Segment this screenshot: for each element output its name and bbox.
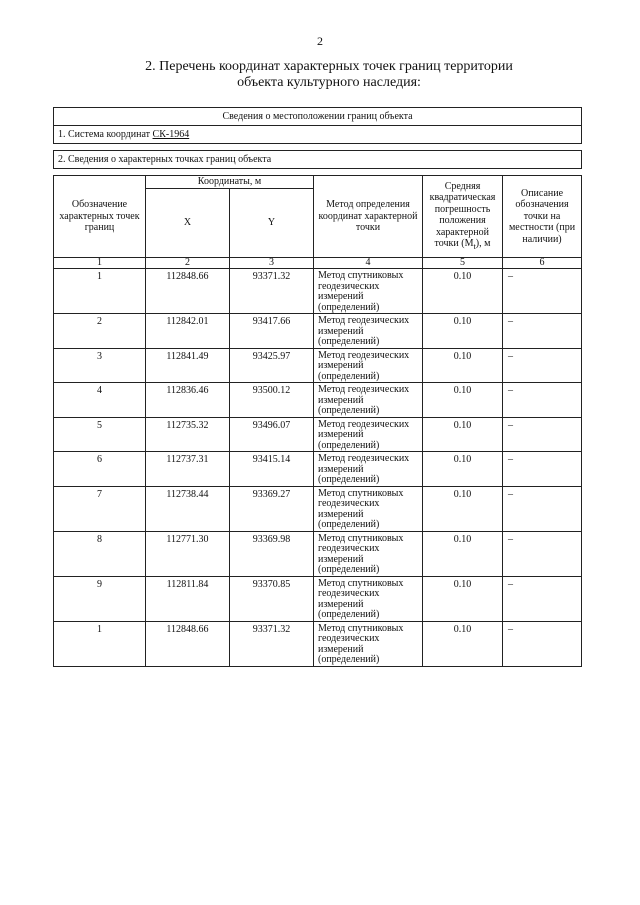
- method-cell: Метод спутниковых геодезических измерений (определений): [314, 621, 423, 666]
- method-cell: Метод геодезических измерений (определений): [314, 452, 423, 487]
- error-value: 0.10: [423, 417, 503, 452]
- point-id: 8: [54, 531, 146, 576]
- coord-x: 112848.66: [146, 621, 230, 666]
- table-row: [54, 383, 582, 418]
- point-id: 1: [54, 269, 146, 314]
- table-row: [54, 269, 582, 314]
- method-cell: Метод геодезических измерений (определений): [314, 314, 423, 349]
- table-row: [54, 621, 582, 666]
- coord-y: 93371.32: [230, 269, 314, 314]
- coord-x: 112738.44: [146, 486, 230, 531]
- error-value: 0.10: [423, 486, 503, 531]
- col-header-coordinates: Координаты, м: [146, 176, 314, 189]
- table-row: [54, 417, 582, 452]
- coord-y: 93496.07: [230, 417, 314, 452]
- error-value: 0.10: [423, 348, 503, 383]
- error-value: 0.10: [423, 314, 503, 349]
- title-line-1: 2. Перечень координат характерных точек границ территории: [145, 59, 513, 74]
- coordinate-system-code: СК-1964: [152, 129, 190, 140]
- coord-y: 93369.27: [230, 486, 314, 531]
- coord-y: 93369.98: [230, 531, 314, 576]
- col-header-description: Описание обозначения точки на местности (при наличии): [503, 176, 582, 258]
- coord-x: 112735.32: [146, 417, 230, 452]
- coord-x: 112737.31: [146, 452, 230, 487]
- point-id: 9: [54, 576, 146, 621]
- col-header-designation: Обозначение характерных точек границ: [54, 176, 146, 258]
- spacer-row: [54, 144, 582, 151]
- col-header-x: X: [146, 189, 230, 258]
- description-cell: –: [503, 348, 582, 383]
- coord-x: 112841.49: [146, 348, 230, 383]
- coord-y: 93417.66: [230, 314, 314, 349]
- coordinate-system-label: 1. Система координат: [58, 129, 151, 140]
- coord-x: 112771.30: [146, 531, 230, 576]
- description-cell: –: [503, 314, 582, 349]
- error-header-unit: ), м: [475, 238, 491, 249]
- table-row: [54, 576, 582, 621]
- description-cell: –: [503, 621, 582, 666]
- coordinates-table: [53, 107, 582, 667]
- table-row: [54, 314, 582, 349]
- points-info-label: 2. Сведения о характерных точках границ объекта: [54, 151, 582, 169]
- column-number: 6: [503, 258, 582, 269]
- column-number: 1: [54, 258, 146, 269]
- point-id: 6: [54, 452, 146, 487]
- section-title: [100, 59, 558, 91]
- col-header-y: Y: [230, 189, 314, 258]
- coord-y: 93425.97: [230, 348, 314, 383]
- error-value: 0.10: [423, 452, 503, 487]
- table-row: [54, 452, 582, 487]
- error-value: 0.10: [423, 576, 503, 621]
- point-id: 4: [54, 383, 146, 418]
- description-cell: –: [503, 269, 582, 314]
- column-number-row: [54, 258, 582, 269]
- title-line-2: объекта культурного наследия:: [237, 75, 421, 90]
- method-cell: Метод спутниковых геодезических измерений (определений): [314, 576, 423, 621]
- method-cell: Метод спутниковых геодезических измерений (определений): [314, 269, 423, 314]
- point-id: 5: [54, 417, 146, 452]
- table-header: Сведения о местоположении границ объекта: [54, 108, 582, 126]
- method-cell: Метод геодезических измерений (определений): [314, 383, 423, 418]
- coord-x: 112848.66: [146, 269, 230, 314]
- description-cell: –: [503, 486, 582, 531]
- col-header-method: Метод определения координат характерной точки: [314, 176, 423, 258]
- page-number: 2: [317, 34, 323, 48]
- error-value: 0.10: [423, 269, 503, 314]
- col-header-error: [423, 176, 503, 258]
- error-value: 0.10: [423, 621, 503, 666]
- description-cell: –: [503, 452, 582, 487]
- description-cell: –: [503, 576, 582, 621]
- description-cell: –: [503, 531, 582, 576]
- column-number: 5: [423, 258, 503, 269]
- description-cell: –: [503, 417, 582, 452]
- point-id: 1: [54, 621, 146, 666]
- column-number: 3: [230, 258, 314, 269]
- method-cell: Метод геодезических измерений (определений): [314, 348, 423, 383]
- point-id: 2: [54, 314, 146, 349]
- coord-y: 93371.32: [230, 621, 314, 666]
- error-value: 0.10: [423, 531, 503, 576]
- error-header-subscript: t: [473, 242, 476, 251]
- description-cell: –: [503, 383, 582, 418]
- column-number: 2: [146, 258, 230, 269]
- coord-x: 112811.84: [146, 576, 230, 621]
- coord-y: 93415.14: [230, 452, 314, 487]
- coord-x: 112836.46: [146, 383, 230, 418]
- column-number: 4: [314, 258, 423, 269]
- error-header-text: Средняя квадратическая погрешность положения характерной точки (M: [429, 180, 496, 249]
- coord-y: 93370.85: [230, 576, 314, 621]
- table-row: [54, 486, 582, 531]
- point-id: 7: [54, 486, 146, 531]
- coordinate-system-row: [54, 126, 582, 144]
- table-row: [54, 348, 582, 383]
- coord-x: 112842.01: [146, 314, 230, 349]
- spacer-row: [54, 169, 582, 176]
- method-cell: Метод геодезических измерений (определений): [314, 417, 423, 452]
- method-cell: Метод спутниковых геодезических измерений (определений): [314, 486, 423, 531]
- coord-y: 93500.12: [230, 383, 314, 418]
- method-cell: Метод спутниковых геодезических измерений (определений): [314, 531, 423, 576]
- error-value: 0.10: [423, 383, 503, 418]
- point-id: 3: [54, 348, 146, 383]
- table-row: [54, 531, 582, 576]
